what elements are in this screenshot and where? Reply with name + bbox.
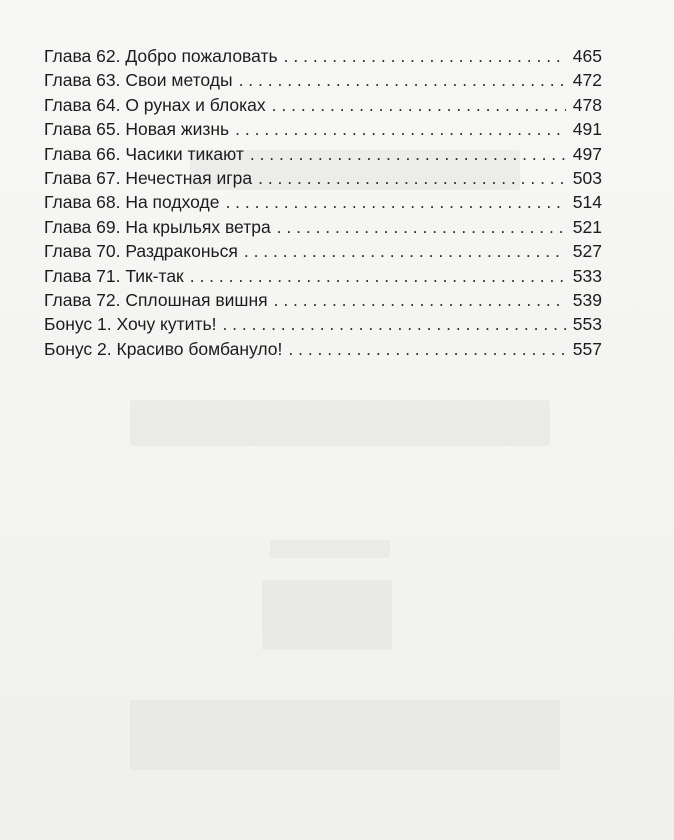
toc-entry-title: Бонус 1. Хочу кутить!: [44, 314, 217, 335]
toc-entry-page: 533: [572, 265, 602, 286]
toc-leader-dots: [225, 190, 566, 214]
toc-entry: [44, 337, 602, 361]
toc-leader-dots: [284, 44, 566, 68]
toc-entry: [44, 93, 602, 117]
toc-entry-page: 491: [572, 119, 602, 140]
toc-entry: [44, 44, 602, 68]
toc-entry-page: 557: [572, 338, 602, 359]
toc-entry-page: 478: [572, 94, 602, 115]
toc-entry-page: 503: [572, 167, 602, 188]
toc-entry: [44, 288, 602, 312]
toc-leader-dots: [274, 288, 566, 312]
toc-entry-title: Бонус 2. Красиво бомбануло!: [44, 338, 283, 359]
toc-entry: [44, 215, 602, 239]
toc-entry-title: Глава 72. Сплошная вишня: [44, 289, 268, 310]
toc-leader-dots: [272, 93, 566, 117]
toc-leader-dots: [277, 215, 566, 239]
toc-entry-title: Глава 70. Раздраконься: [44, 241, 238, 262]
toc-entry: [44, 117, 602, 141]
toc-leader-dots: [190, 264, 566, 288]
toc-leader-dots: [244, 239, 566, 263]
bleed-through-imprint-block: [130, 700, 560, 770]
toc-leader-dots: [222, 312, 566, 336]
toc-entry-page: 553: [572, 314, 602, 335]
toc-entry-title: Глава 62. Добро пожаловать: [44, 46, 278, 66]
toc-entry-title: Глава 69. На крыльях ветра: [44, 216, 271, 237]
toc-entry-page: 539: [572, 289, 602, 310]
toc-entry-page: 497: [572, 143, 602, 164]
toc-entry: [44, 264, 602, 288]
toc-leader-dots: [235, 117, 566, 141]
toc-entry-page: 472: [572, 70, 602, 91]
toc-entry: [44, 190, 602, 214]
toc-entry-title: Глава 71. Тик-так: [44, 265, 184, 286]
toc-entry-page: 514: [572, 192, 602, 213]
table-of-contents: [44, 44, 602, 361]
toc-leader-dots: [258, 166, 566, 190]
bleed-through-barcode: [262, 580, 392, 650]
toc-entry-page: 521: [572, 216, 602, 237]
toc-entry-title: Глава 65. Новая жизнь: [44, 119, 230, 140]
toc-leader-dots: [288, 337, 566, 361]
toc-leader-dots: [250, 142, 566, 166]
toc-entry-title: Глава 67. Нечестная игра: [44, 167, 253, 188]
toc-entry-title: Глава 68. На подходе: [44, 192, 220, 213]
bleed-through-text-block: [130, 400, 550, 446]
bleed-through-label-block: [270, 540, 390, 558]
toc-entry: [44, 239, 602, 263]
toc-entry-page: 527: [572, 241, 602, 262]
toc-entry: [44, 312, 602, 336]
toc-entry-title: Глава 64. О рунах и блоках: [44, 94, 266, 115]
toc-entry-title: Глава 66. Часики тикают: [44, 143, 244, 164]
toc-entry-page: 465: [572, 46, 602, 66]
toc-entry: [44, 166, 602, 190]
toc-entry: [44, 68, 602, 92]
toc-entry-title: Глава 63. Свои методы: [44, 70, 233, 91]
toc-entry: [44, 142, 602, 166]
toc-leader-dots: [239, 68, 566, 92]
